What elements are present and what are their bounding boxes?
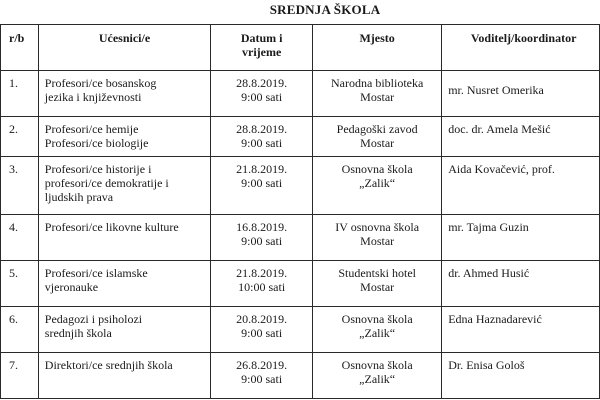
cell-ucesnici: Profesori/ce islamske vjeronauke bbox=[38, 261, 210, 307]
cell-rb: 7. bbox=[1, 353, 39, 399]
cell-ucesnici: Pedagozi i psiholozi srednjih škola bbox=[38, 307, 210, 353]
header-mjesto: Mjesto bbox=[313, 25, 442, 71]
table-row bbox=[1, 157, 600, 215]
cell-ucesnici: Profesori/ce bosanskog jezika i književnosti bbox=[38, 71, 210, 117]
header-datum-line1: Datum i bbox=[240, 31, 283, 45]
header-rb: r/b bbox=[1, 25, 39, 71]
cell-mjesto: Osnovna škola „Zalik“ bbox=[313, 307, 442, 353]
cell-mjesto: Osnovna škola „Zalik“ bbox=[313, 353, 442, 399]
cell-voditelj: mr. Tajma Guzin bbox=[442, 215, 600, 261]
cell-datum: 28.8.2019. 9:00 sati bbox=[211, 71, 313, 117]
cell-rb: 5. bbox=[1, 261, 39, 307]
cell-voditelj: Aida Kovačević, prof. bbox=[442, 157, 600, 215]
header-datum bbox=[211, 25, 313, 71]
cell-mjesto: Narodna biblioteka Mostar bbox=[313, 71, 442, 117]
cell-datum: 21.8.2019. 10:00 sati bbox=[211, 261, 313, 307]
page-title: SREDNJA ŠKOLA bbox=[269, 2, 381, 17]
cell-voditelj: doc. dr. Amela Mešić bbox=[442, 117, 600, 157]
cell-voditelj: Edna Haznadarević bbox=[442, 307, 600, 353]
table-row bbox=[1, 71, 600, 117]
table-row bbox=[1, 261, 600, 307]
cell-datum: 20.8.2019. 9:00 sati bbox=[211, 307, 313, 353]
cell-datum: 28.8.2019. 9:00 sati bbox=[211, 117, 313, 157]
cell-voditelj: dr. Ahmed Husić bbox=[442, 261, 600, 307]
cell-ucesnici: Profesori/ce likovne kulture bbox=[38, 215, 210, 261]
cell-rb: 6. bbox=[1, 307, 39, 353]
cell-mjesto: Osnovna škola „Zalik“ bbox=[313, 157, 442, 215]
table-header-row bbox=[1, 25, 600, 71]
header-ucesnici: Ućesnici/e bbox=[38, 25, 210, 71]
cell-datum: 21.8.2019. 9:00 sati bbox=[211, 157, 313, 215]
schedule-table bbox=[0, 24, 600, 399]
cell-mjesto: IV osnovna škola Mostar bbox=[313, 215, 442, 261]
table-row bbox=[1, 307, 600, 353]
cell-ucesnici: Direktori/ce srednjih škola bbox=[38, 353, 210, 399]
cell-mjesto: Studentski hotel Mostar bbox=[313, 261, 442, 307]
table-row bbox=[1, 353, 600, 399]
cell-rb: 3. bbox=[1, 157, 39, 215]
cell-datum: 26.8.2019. 9:00 sati bbox=[211, 353, 313, 399]
table-row bbox=[1, 215, 600, 261]
header-voditelj: Voditelj/koordinator bbox=[442, 25, 600, 71]
header-datum-line2: vrijeme bbox=[242, 45, 282, 59]
cell-rb: 1. bbox=[1, 71, 39, 117]
cell-voditelj: mr. Nusret Omerika bbox=[442, 71, 600, 117]
cell-datum: 16.8.2019. 9:00 sati bbox=[211, 215, 313, 261]
cell-rb: 2. bbox=[1, 117, 39, 157]
table-row bbox=[1, 117, 600, 157]
cell-rb: 4. bbox=[1, 215, 39, 261]
cell-voditelj: Dr. Enisa Gološ bbox=[442, 353, 600, 399]
cell-mjesto: Pedagoški zavod Mostar bbox=[313, 117, 442, 157]
cell-ucesnici: Profesori/ce historije i profesori/ce demokratije i ljudskih prava bbox=[38, 157, 210, 215]
cell-ucesnici: Profesori/ce hemije Profesori/ce biologije bbox=[38, 117, 210, 157]
